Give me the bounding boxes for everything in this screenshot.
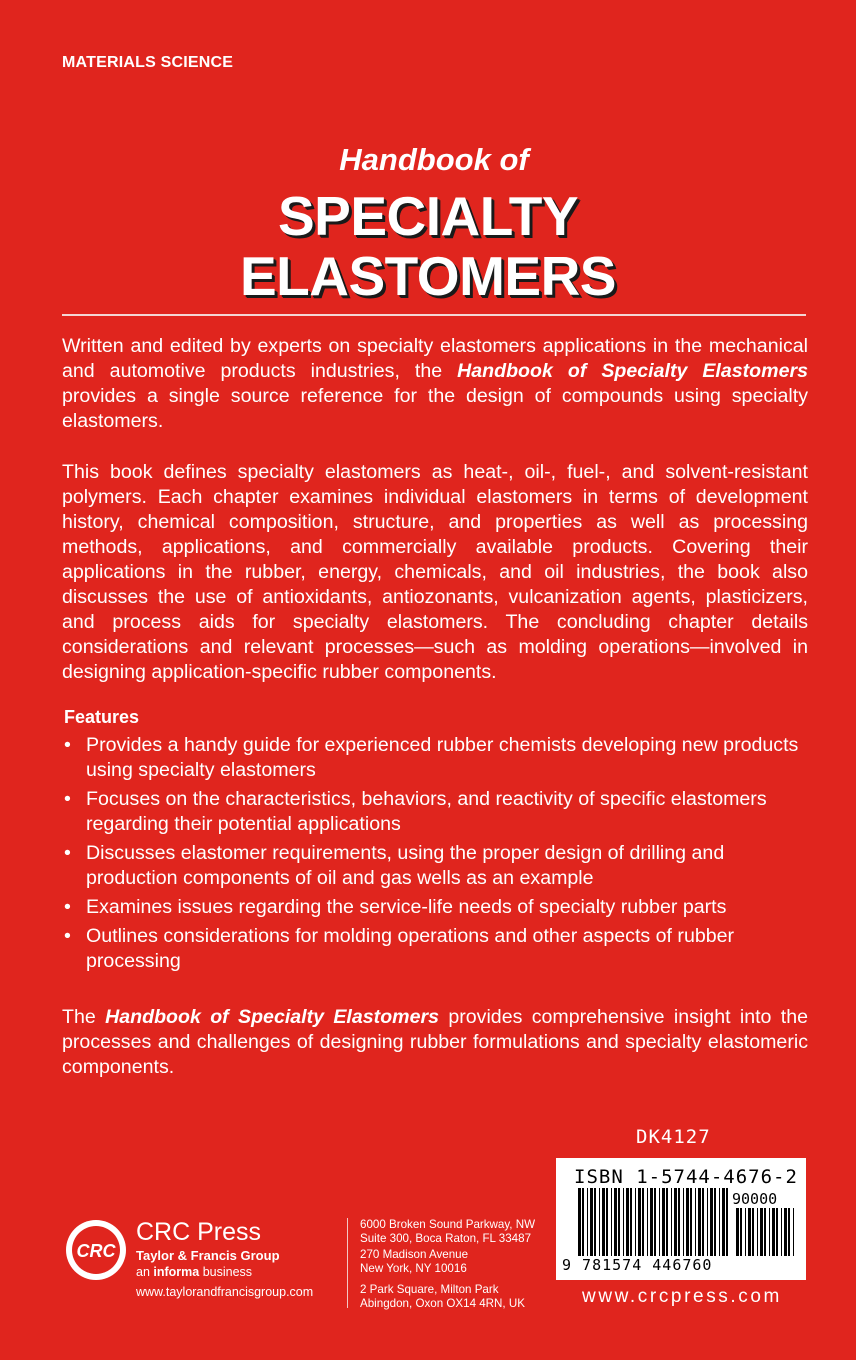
feature-item: • Focuses on the characteristics, behaviors, and reactivity of specific elastomers regarding their potential applications <box>64 788 767 835</box>
feature-item: • Provides a handy guide for experienced rubber chemists developing new products using specialty elastomers <box>64 734 799 781</box>
barcode-addon-bars <box>736 1208 796 1256</box>
barcode-bar <box>752 1208 754 1256</box>
price-code: 90000 <box>732 1190 778 1208</box>
barcode-bar <box>748 1208 751 1256</box>
publisher-url[interactable]: www.taylorandfrancisgroup.com <box>136 1285 314 1299</box>
address-new-york: 270 Madison Avenue New York, NY 10016 <box>360 1248 469 1275</box>
barcode-bar <box>674 1188 677 1256</box>
barcode-bar <box>788 1208 790 1256</box>
barcode-bars <box>578 1188 728 1256</box>
barcode-bar <box>630 1188 632 1256</box>
barcode-bar <box>611 1188 612 1256</box>
book-title-italic: Handbook of Specialty Elastomers <box>105 1006 440 1028</box>
barcode-bar <box>678 1188 680 1256</box>
barcode-bar <box>662 1188 665 1256</box>
barcode-bar <box>764 1208 766 1256</box>
barcode-bar <box>666 1188 668 1256</box>
barcode-bar <box>638 1188 641 1256</box>
address-divider <box>347 1218 348 1308</box>
bullet-icon: • <box>64 842 71 864</box>
barcode-bar <box>654 1188 656 1256</box>
publisher-name: CRC Press <box>136 1218 262 1246</box>
title-divider <box>62 314 806 316</box>
barcode-bar <box>714 1188 716 1256</box>
barcode-bar <box>745 1208 746 1256</box>
title-line-1: SPECIALTY <box>277 185 579 247</box>
barcode-bar <box>793 1208 794 1256</box>
crc-logo-icon <box>62 1216 130 1284</box>
address-uk: 2 Park Square, Milton Park Abingdon, Oxon OX14 4RN, UK <box>360 1283 525 1310</box>
barcode-bar <box>784 1208 787 1256</box>
barcode-bar <box>726 1188 728 1256</box>
barcode-bar <box>602 1188 605 1256</box>
barcode-bar <box>722 1188 725 1256</box>
title-line-2: ELASTOMERS <box>240 245 616 307</box>
crc-logo-text: CRC <box>76 1241 116 1261</box>
title-prefix: Handbook of <box>339 142 529 177</box>
bullet-icon: • <box>64 896 71 918</box>
barcode-bar <box>659 1188 660 1256</box>
barcode-bar <box>695 1188 696 1256</box>
barcode-bar <box>702 1188 704 1256</box>
barcode-bar <box>650 1188 653 1256</box>
barcode-bar <box>736 1208 739 1256</box>
barcode-bar <box>776 1208 778 1256</box>
closing-paragraph: The Handbook of Specialty Elastomers provides comprehensive insight into the processes and challenges of designing rubber formulations and specialty elastomeric components. <box>62 1006 808 1078</box>
barcode-bar <box>740 1208 742 1256</box>
publisher-website: www.crcpress.com <box>582 1286 782 1307</box>
bullet-icon: • <box>64 925 71 947</box>
barcode-bar <box>587 1188 588 1256</box>
publisher-business: an informa business <box>136 1265 253 1279</box>
barcode-bar <box>590 1188 593 1256</box>
bullet-icon: • <box>64 734 71 756</box>
barcode-bar <box>623 1188 624 1256</box>
product-code: DK4127 <box>636 1126 711 1148</box>
barcode-bar <box>772 1208 775 1256</box>
barcode-bar <box>614 1188 617 1256</box>
book-title-italic: Handbook of Specialty Elastomers <box>457 360 808 382</box>
description-paragraph-1: Written and edited by experts on specialty elastomers applications in the mechanical and automotive products industries, the Handbook of Specialty Elastomers provides a single source reference for the design of compounds using specialty elastomers. <box>62 335 808 432</box>
barcode-bar <box>781 1208 782 1256</box>
barcode-bar <box>599 1188 600 1256</box>
barcode-bar <box>635 1188 636 1256</box>
ean-number: 9 781574 446760 <box>562 1256 713 1274</box>
barcode-bar <box>578 1188 581 1256</box>
barcode-bar <box>757 1208 758 1256</box>
publisher-group: Taylor & Francis Group <box>136 1248 280 1263</box>
barcode-panel <box>556 1158 806 1280</box>
description-paragraph-2: This book defines specialty elastomers as heat-, oil-, fuel-, and solvent-resistant polymers. Each chapter examines individual elastomers in terms of development history, chemical composition, structure, and properties as well as processing methods, applications, and commercially available products. Covering their applications in the rubber, energy, chemicals, and oil industries, the book also discusses the use of antioxidants, antiozonants, vulcanization agents, plasticizers, and process aids for specialty elastomers. The concluding chapter details considerations and relevant processes—such as molding operations—involved in designing application-specific rubber components. <box>62 461 808 683</box>
barcode-bar <box>671 1188 672 1256</box>
barcode-bar <box>686 1188 689 1256</box>
isbn-text: ISBN 1-5744-4676-2 <box>574 1166 798 1188</box>
feature-item: • Outlines considerations for molding operations and other aspects of rubber processing <box>64 925 735 972</box>
barcode-bar <box>606 1188 608 1256</box>
feature-item: • Examines issues regarding the service-life needs of specialty rubber parts <box>64 896 727 918</box>
barcode-bar <box>642 1188 644 1256</box>
barcode-bar <box>626 1188 629 1256</box>
barcode-bar <box>594 1188 596 1256</box>
barcode-bar <box>683 1188 684 1256</box>
barcode-bar <box>719 1188 720 1256</box>
barcode-bar <box>618 1188 620 1256</box>
feature-item: • Discusses elastomer requirements, using the proper design of drilling and production components of oil and gas wells as an example <box>64 842 725 889</box>
address-florida: 6000 Broken Sound Parkway, NW Suite 300, Boca Raton, FL 33487 <box>360 1218 536 1245</box>
features-heading: Features <box>64 707 140 727</box>
barcode-bar <box>710 1188 713 1256</box>
barcode-bar <box>769 1208 770 1256</box>
bullet-icon: • <box>64 788 71 810</box>
barcode-bar <box>698 1188 701 1256</box>
barcode-bar <box>690 1188 692 1256</box>
barcode-bar <box>707 1188 708 1256</box>
features-list <box>62 733 808 978</box>
barcode-bar <box>760 1208 763 1256</box>
barcode-bar <box>647 1188 648 1256</box>
category-label: MATERIALS SCIENCE <box>62 54 234 71</box>
barcode-bar <box>582 1188 584 1256</box>
